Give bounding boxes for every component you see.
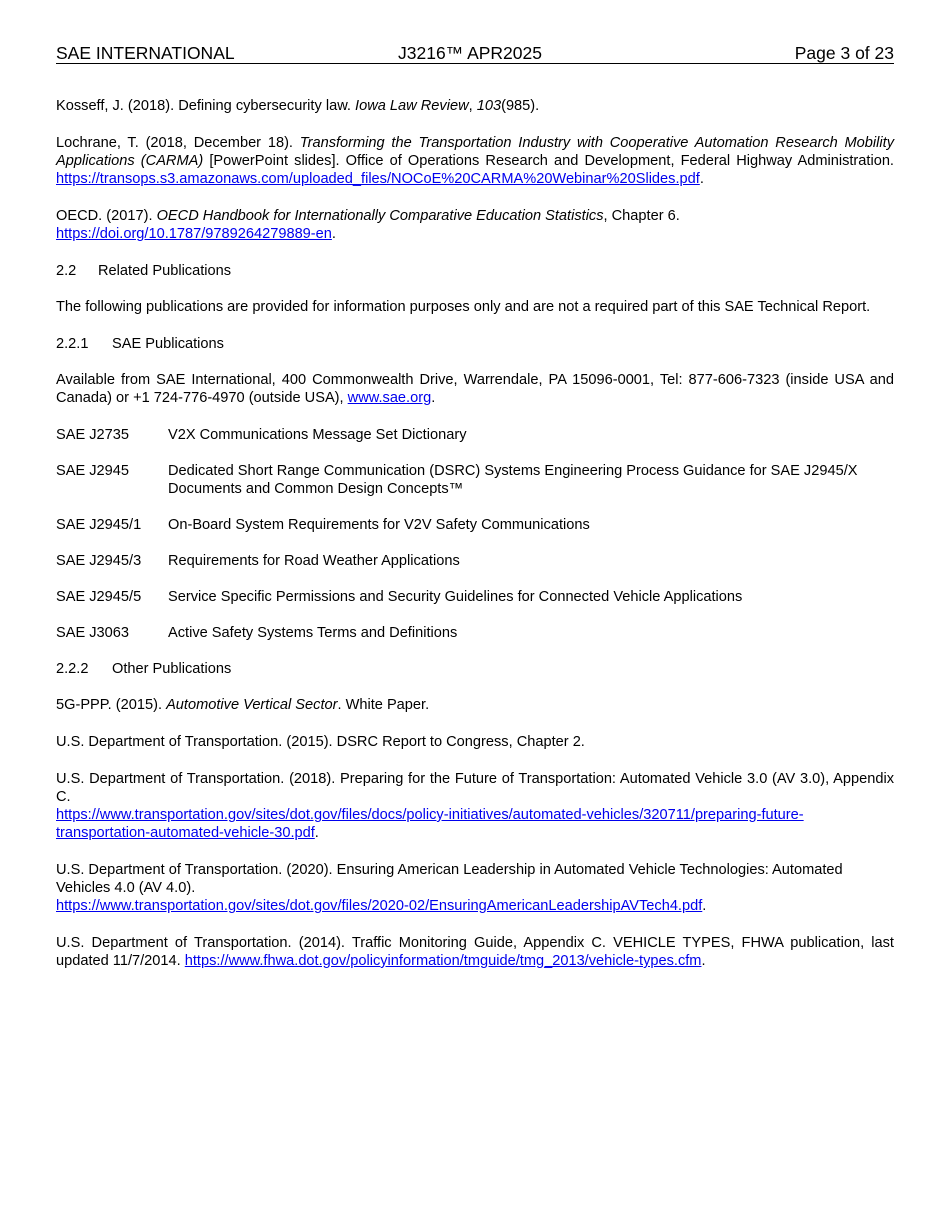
reference-lochrane: Lochrane, T. (2018, December 18). Transforming the Transportation Industry with Cooperative Automation Research Mobility Applications (CARMA) [PowerPoint slides]. Office of Operations Research and Development, Federal Highway Administration. https://transops.s3.amazonaws.com/uploaded_files/NOCoE%20CARMA%20Webinar%20Slides.pdf. — [56, 135, 894, 187]
dot-2014-link[interactable]: https://www.fhwa.dot.gov/policyinformation/tmguide/tmg_2013/vehicle-types.cfm — [184, 953, 702, 969]
dot-2020-link[interactable]: https://www.transportation.gov/sites/dot.gov/files/2020-02/EnsuringAmericanLeadershipAVTech4.pdf — [56, 898, 703, 914]
reference-dot-2018: U.S. Department of Transportation. (2018). Preparing for the Future of Transportation: Automated Vehicle 3.0 (AV 3.0), Appendix C. https://www.transportation.gov/sites/dot.gov/files/docs/policy-initiatives/automated-vehicles/320711/preparing-future- transportation-automated-vehicle-30.pdf. — [56, 771, 894, 841]
sae-reference-item: SAE J2945/5 Service Specific Permissions and Security Guidelines for Connected Vehicle Applications — [56, 589, 743, 605]
page-content — [56, 97, 894, 989]
header-page-number: Page 3 of 23 — [794, 43, 894, 63]
sae-availability: Available from SAE International, 400 Commonwealth Drive, Warrendale, PA 15096-0001, Tel: 877-606-7323 (inside USA and Canada) or +1 724-776-4970 (outside USA), www.sae.org. — [56, 372, 894, 406]
dot-2018-link[interactable]: https://www.transportation.gov/sites/dot.gov/files/docs/policy-initiatives/automated-vehicles/320711/preparing-future- transportation-automated-vehicle-30.pdf — [56, 807, 804, 841]
reference-5gppp: 5G-PPP. (2015). Automotive Vertical Sector. White Paper. — [56, 697, 430, 713]
sae-website-link[interactable]: www.sae.org — [347, 390, 432, 406]
reference-dot-2015: U.S. Department of Transportation. (2015). DSRC Report to Congress, Chapter 2. — [56, 734, 585, 750]
sae-reference-item: SAE J2945 Dedicated Short Range Communication (DSRC) Systems Engineering Process Guidance for SAE J2945/X Documents and Common Design Concepts™ — [56, 463, 858, 497]
section-2-2-intro: The following publications are provided for information purposes only and are not a required part of this SAE Technical Report. — [56, 299, 871, 315]
page-header — [56, 43, 894, 64]
header-doc-id: J3216™ APR2025 — [398, 43, 542, 63]
reference-kosseff: Kosseff, J. (2018). Defining cybersecurity law. Iowa Law Review, 103(985). — [56, 98, 540, 114]
section-heading-2-2-2: 2.2.2 Other Publications — [56, 661, 232, 677]
sae-reference-item: SAE J2945/3 Requirements for Road Weather Applications — [56, 553, 460, 569]
section-heading-2-2: 2.2 Related Publications — [56, 263, 232, 279]
header-publisher: SAE INTERNATIONAL — [56, 43, 235, 63]
section-heading-2-2-1: 2.2.1 SAE Publications — [56, 336, 224, 352]
reference-oecd: OECD. (2017). OECD Handbook for Internationally Comparative Education Statistics, Chapter 6. https://doi.org/10.1787/9789264279889-en. — [56, 208, 680, 242]
oecd-link[interactable]: https://doi.org/10.1787/9789264279889-en — [56, 226, 332, 242]
reference-dot-2020: U.S. Department of Transportation. (2020). Ensuring American Leadership in Automated Vehicle Technologies: Automated Vehicles 4.0 (AV 4.0). https://www.transportation.gov/sites/dot.gov/files/2020-02/EnsuringAmericanLeadershipAVTech4.pdf. — [56, 862, 843, 914]
sae-reference-item: SAE J3063 Active Safety Systems Terms and Definitions — [56, 625, 458, 641]
lochrane-link[interactable]: https://transops.s3.amazonaws.com/uploaded_files/NOCoE%20CARMA%20Webinar%20Slides.pdf — [56, 171, 700, 187]
sae-reference-item: SAE J2735 V2X Communications Message Set Dictionary — [56, 427, 467, 443]
sae-reference-item: SAE J2945/1 On-Board System Requirements for V2V Safety Communications — [56, 517, 590, 533]
reference-dot-2014: U.S. Department of Transportation. (2014). Traffic Monitoring Guide, Appendix C. VEHICLE TYPES, FHWA publication, last updated 11/7/2014. https://www.fhwa.dot.gov/policyinformation/tmguide/tmg_2013/vehicle-types.cfm. — [56, 935, 894, 969]
